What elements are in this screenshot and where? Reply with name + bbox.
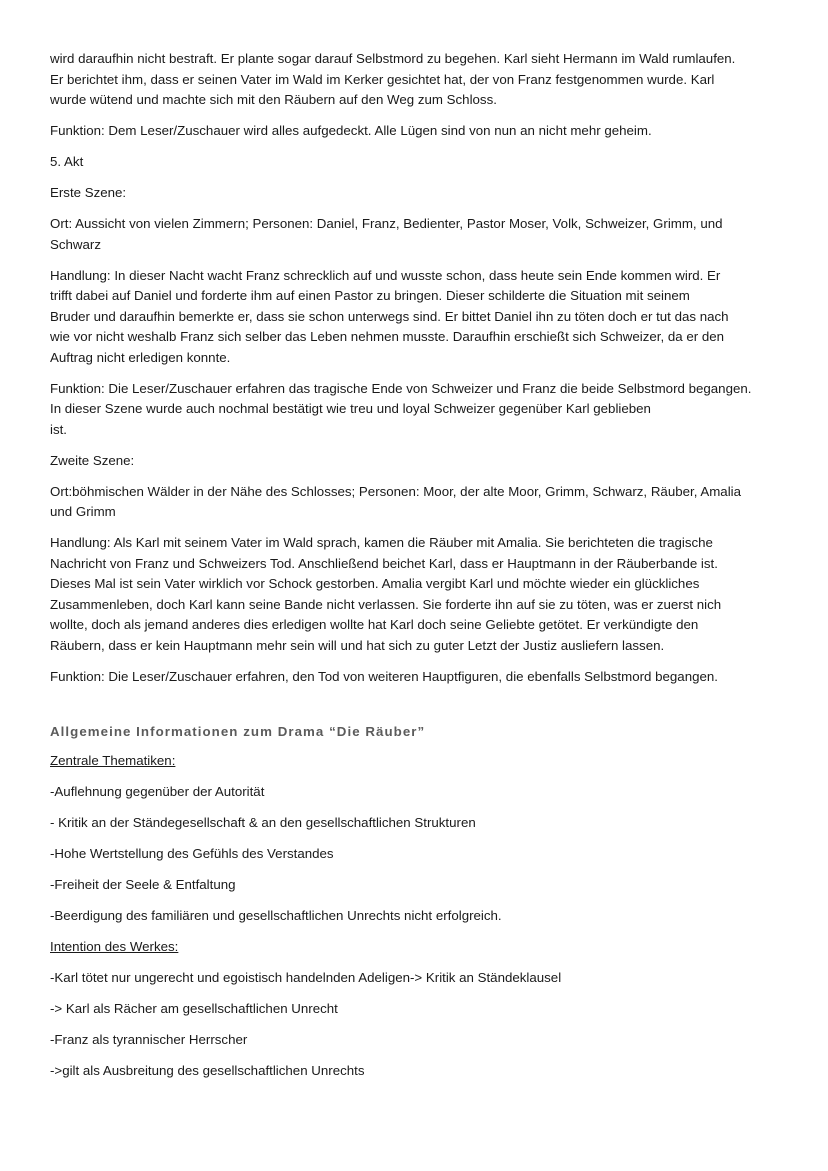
- scene1-funktion: [50, 379, 782, 441]
- theme-item: - Kritik an der Ständegesellschaft & an den gesellschaftlichen Strukturen: [50, 815, 476, 830]
- text-line: Räubern, dass er kein Hauptmann mehr sein will und hat sich zu guter Letzt der Justiz ausliefern lassen.: [50, 637, 665, 653]
- theme-item: -Hohe Wertstellung des Gefühls des Verstandes: [50, 846, 334, 861]
- text-line: Bruder und daraufhin bemerkte er, dass sie schon unterwegs sind. Er bittet Daniel ihn zu töten doch er tut das nach: [50, 308, 729, 324]
- text-line: ist.: [50, 421, 67, 437]
- text-line: wie vor nicht weshalb Franz sich selber das Leben nehmen musste. Daraufhin erschießt sich Schweizer, da er den: [50, 329, 725, 344]
- intention-item: -Franz als tyrannischer Herrscher: [50, 1032, 248, 1047]
- text-line: Ort: Aussicht von vielen Zimmern; Personen: Daniel, Franz, Bedienter, Pastor Moser, Volk, Schweizer, Grimm, und: [50, 216, 723, 231]
- theme-item: -Freiheit der Seele & Entfaltung: [50, 877, 236, 892]
- act5-title: 5. Akt: [50, 154, 84, 169]
- text-line: wird daraufhin nicht bestraft. Er plante sogar darauf Selbstmord zu begehen. Karl sieht Hermann im Wald rumlaufen.: [50, 51, 736, 66]
- act4-end-paragraph: [50, 49, 782, 111]
- text-line: In dieser Szene wurde auch nochmal bestätigt wie treu und loyal Schweizer gegenüber Karl geblieben: [50, 401, 651, 416]
- text-line: Auftrag nicht erledigen konnte.: [50, 349, 231, 365]
- document-page: [50, 49, 782, 1092]
- text-line: Er berichtet ihm, dass er seinen Vater im Wald im Kerker gesichtet hat, der von Franz festgenommen wurde. Karl: [50, 71, 715, 87]
- text-line: Schwarz: [50, 236, 101, 252]
- themes-title: Zentrale Thematiken:: [50, 753, 176, 768]
- text-line: Handlung: In dieser Nacht wacht Franz schrecklich auf und wusste schon, dass heute sein Ende kommen wird. Er: [50, 267, 721, 283]
- theme-item: -Auflehnung gegenüber der Autorität: [50, 784, 265, 799]
- theme-item: -Beerdigung des familiären und gesellschaftlichen Unrechts nicht erfolgreich.: [50, 908, 502, 923]
- text-line: und Grimm: [50, 504, 116, 519]
- general-info-heading: Allgemeine Informationen zum Drama “Die Räuber”: [50, 724, 426, 739]
- text-line: trifft dabei auf Daniel und forderte ihm auf einen Pastor zu bringen. Dieser schilderte die Situation mit seinem: [50, 288, 690, 303]
- text-line: Ort:böhmischen Wälder in der Nähe des Schlosses; Personen: Moor, der alte Moor, Grimm, Schwarz, Räuber, Amalia: [50, 483, 741, 499]
- text-line: Funktion: Die Leser/Zuschauer erfahren das tragische Ende von Schweizer und Franz die beide Selbstmord begangen.: [50, 380, 752, 396]
- scene2-handlung: [50, 533, 782, 656]
- scene1-handlung: [50, 266, 782, 369]
- intention-item: ->gilt als Ausbreitung des gesellschaftlichen Unrechts: [50, 1063, 365, 1078]
- scene1-title: Erste Szene:: [50, 185, 127, 200]
- text-line: Dieses Mal ist sein Vater wirklich vor Schock gestorben. Amalia vergibt Karl und möchte wieder ein glückliches: [50, 576, 700, 591]
- text-line: wollte, doch als jemand anderes dies erledigen wollte hat Karl doch seine Geliebte getötet. Er verkündigte den: [50, 617, 699, 632]
- intention-item: -Karl tötet nur ungerecht und egoistisch handelnden Adeligen-> Kritik an Ständeklausel: [50, 970, 562, 985]
- text-line: Zusammenleben, doch Karl kann seine Bande nicht verlassen. Sie forderte ihn auf sie zu töten, was er zuerst nich: [50, 596, 722, 612]
- scene2-ort: [50, 482, 782, 523]
- text-line: Handlung: Als Karl mit seinem Vater im Wald sprach, kamen die Räuber mit Amalia. Sie berichteten die tragische: [50, 535, 713, 550]
- intention-title: Intention des Werkes:: [50, 939, 179, 954]
- scene2-funktion: Funktion: Die Leser/Zuschauer erfahren, den Tod von weiteren Hauptfiguren, die ebenfalls Selbstmord begangen.: [50, 668, 718, 684]
- text-line: Nachricht von Franz und Schweizers Tod. Anschließend beichet Karl, dass er Hauptmann in der Räuberbande ist.: [50, 555, 718, 571]
- scene2-title: Zweite Szene:: [50, 452, 135, 468]
- act4-funktion: Funktion: Dem Leser/Zuschauer wird alles aufgedeckt. Alle Lügen sind von nun an nicht mehr geheim.: [50, 123, 652, 138]
- scene1-ort: [50, 214, 782, 255]
- intention-item: -> Karl als Rächer am gesellschaftlichen Unrecht: [50, 1001, 338, 1016]
- text-line: wurde wütend und machte sich mit den Räubern auf den Weg zum Schloss.: [50, 92, 497, 107]
